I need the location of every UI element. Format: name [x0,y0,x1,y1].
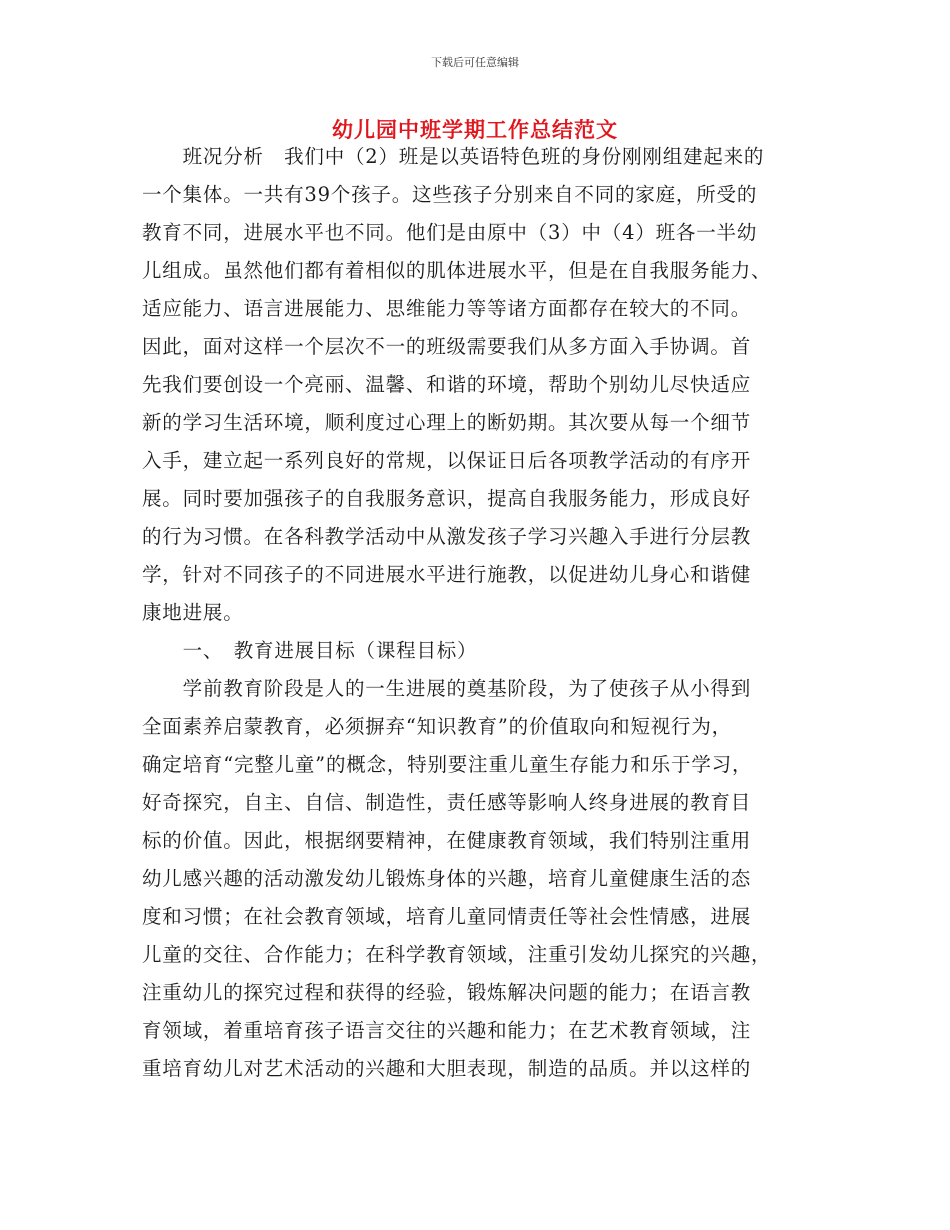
body-line: 注重幼儿的探究过程和获得的经验，锻炼解决问题的能力；在语言教 [142,981,752,1004]
body-line: 因此，面对这样一个层次不一的班级需要我们从多方面入手协调。首 [142,335,752,358]
body-line: 康地进展。 [142,601,244,624]
body-line: 教育不同，进展水平也不同。他们是由原中（3）中（4）班各一半幼 [142,221,758,244]
body-line: 的行为习惯。在各科教学活动中从激发孩子学习兴趣入手进行分层教 [142,525,752,548]
body-line: 儿童的交往、合作能力；在科学教育领域，注重引发幼儿探究的兴趣， [142,943,772,966]
body-line: 展。同时要加强孩子的自我服务意识，提高自我服务能力，形成良好 [142,487,752,510]
body-line: 标的价值。因此，根据纲要精神，在健康教育领域，我们特别注重用 [142,829,752,852]
body-line: 全面素养启蒙教育，必须摒弃“知识教育”的价值取向和短视行为， [142,715,732,738]
body-line: 确定培育“完整儿童”的概念，特别要注重儿童生存能力和乐于学习， [142,753,753,776]
body-line: 学前教育阶段是人的一生进展的奠基阶段，为了使孩子从小得到 [142,677,752,700]
body-line: 重培育幼儿对艺术活动的兴趣和大胆表现，制造的品质。并以这样的 [142,1057,752,1080]
body-line: 适应能力、语言进展能力、思维能力等等诸方面都存在较大的不同。 [142,297,752,320]
body-line: 幼儿感兴趣的活动激发幼儿锻炼身体的兴趣，培育儿童健康生活的态 [142,867,752,890]
body-line: 入手，建立起一系列良好的常规，以保证日后各项教学活动的有序开 [142,449,752,472]
body-line: 好奇探究，自主、自信、制造性，责任感等影响人终身进展的教育目 [142,791,752,814]
body-line: 度和习惯；在社会教育领域，培育儿童同情责任等社会性情感，进展 [142,905,752,928]
body-line: 新的学习生活环境，顺利度过心理上的断奶期。其次要从每一个细节 [142,411,752,434]
body-line: 学，针对不同孩子的不同进展水平进行施教，以促进幼儿身心和谐健 [142,563,752,586]
body-line: 儿组成。虽然他们都有着相似的肌体进展水平，但是在自我服务能力、 [142,259,772,282]
page-header-note: 下载后可任意编辑 [431,56,519,69]
body-line: 先我们要创设一个亮丽、温馨、和谐的环境，帮助个别幼儿尽快适应 [142,373,752,396]
body-line: 一个集体。一共有39个孩子。这些孩子分别来自不同的家庭，所受的 [142,183,758,206]
document-title: 幼儿园中班学期工作总结范文 [332,117,618,142]
body-line: 班况分析 我们中（2）班是以英语特色班的身份刚刚组建起来的 [142,145,765,168]
section-heading: 一、 教育进展目标（课程目标） [142,639,478,662]
body-line: 育领域，着重培育孩子语言交往的兴趣和能力；在艺术教育领域，注 [142,1019,752,1042]
